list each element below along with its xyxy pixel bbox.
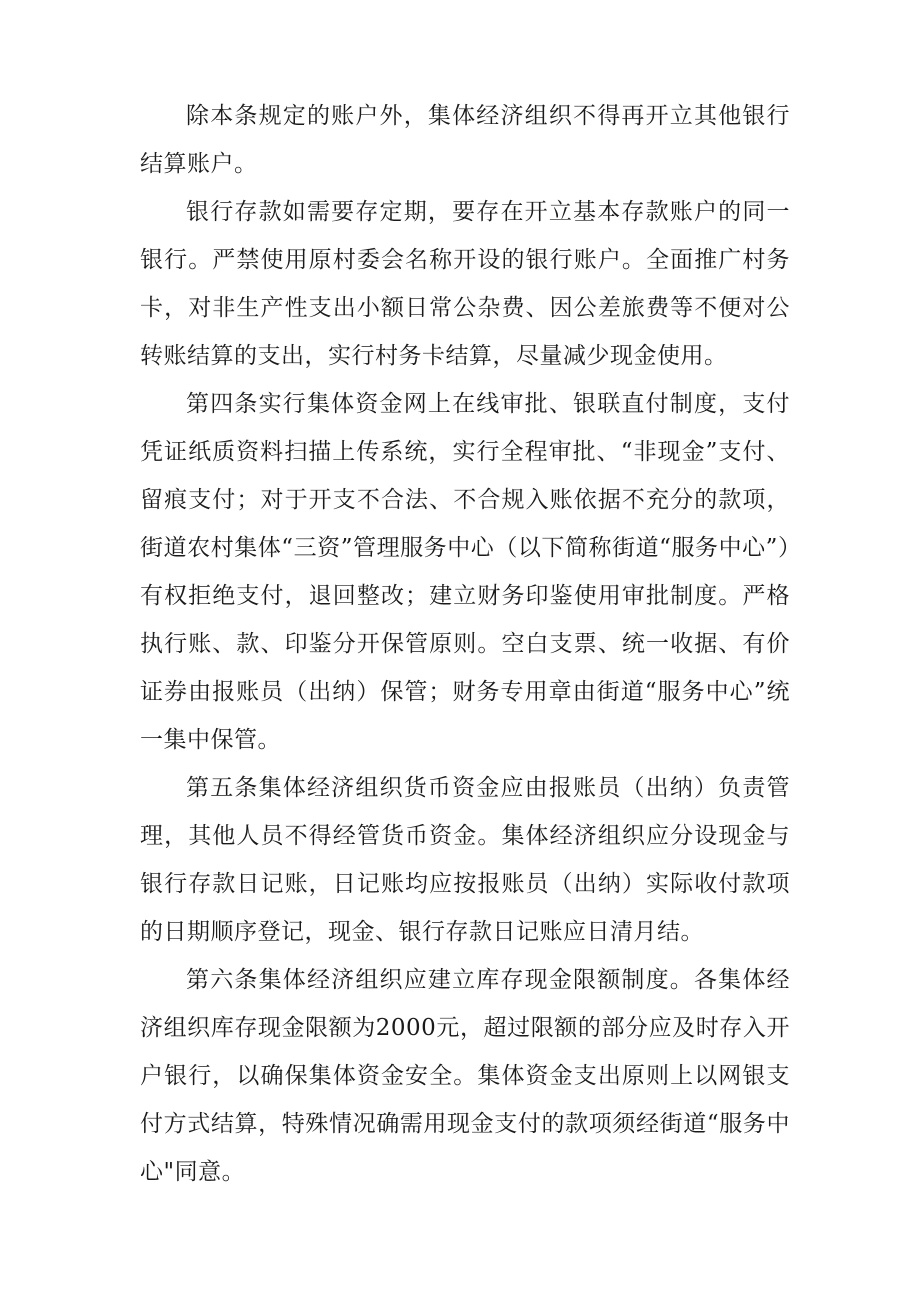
paragraph-article-5: 第五条集体经济组织货币资金应由报账员（出纳）负责管理，其他人员不得经管货币资金。集体经济组织应分设现金与银行存款日记账，日记账均应按报账员（出纳）实际收付款项的日期顺序登记，现金、银行存款日记账应日清月结。 [140, 775, 790, 945]
paragraph-article-4: 第四条实行集体资金网上在线审批、银联直付制度，支付凭证纸质资料扫描上传系统，实行全程审批、“非现金”支付、留痕支付；对于开支不合法、不合规入账依据不充分的款项，街道农村集体“三资”管理服务中心（以下简称街道“服务中心”）有权拒绝支付，退回整改；建立财务印鉴使用审批制度。严格执行账、款、印鉴分开保管原则。空白支票、统一收据、有价证券由报账员（出纳）保管；财务专用章由街道“服务中心”统一集中保管。 [140, 391, 790, 753]
document-body [140, 92, 790, 1196]
paragraph-article-6: 第六条集体经济组织应建立库存现金限额制度。各集体经济组织库存现金限额为2000元，超过限额的部分应及时存入开户银行，以确保集体资金安全。集体资金支出原则上以网银支付方式结算，特殊情况确需用现金支付的款项须经街道“服务中心"同意。 [140, 967, 790, 1185]
paragraph-bank-deposit: 银行存款如需要存定期，要存在开立基本存款账户的同一银行。严禁使用原村委会名称开设的银行账户。全面推广村务卡，对非生产性支出小额日常公杂费、因公差旅费等不便对公转账结算的支出，实行村务卡结算，尽量减少现金使用。 [140, 199, 790, 369]
paragraph-account-restriction: 除本条规定的账户外，集体经济组织不得再开立其他银行结算账户。 [140, 103, 790, 177]
